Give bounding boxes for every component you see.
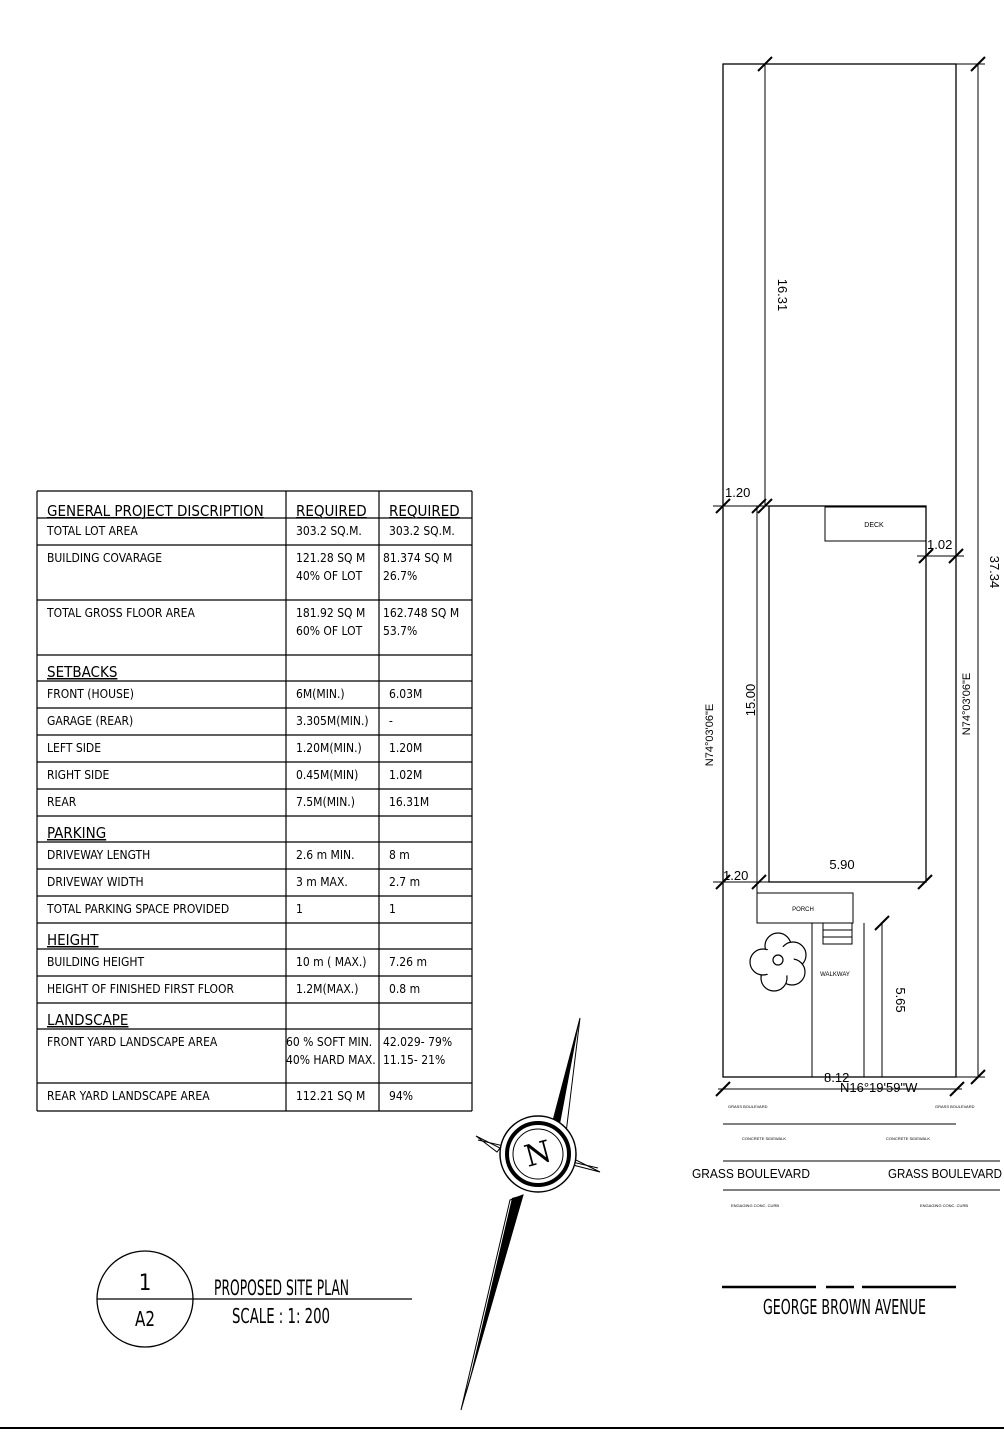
grass-boulevard-small-right: GRASS BOULEVARD xyxy=(935,1104,975,1109)
table-header-provided: REQUIRED xyxy=(389,502,460,520)
table-provided-value: 6.03M xyxy=(389,687,423,701)
drawing-scale: SCALE : 1: 200 xyxy=(232,1304,330,1328)
table-required-value: 1.2M(MAX.) xyxy=(296,982,359,996)
table-required-value: 40% HARD MAX. xyxy=(286,1053,376,1067)
table-required-value: 2.6 m MIN. xyxy=(296,848,355,862)
grass-boulevard-left: GRASS BOULEVARD xyxy=(692,1166,810,1181)
table-provided-value: 303.2 SQ.M. xyxy=(389,524,455,538)
shrub xyxy=(750,933,806,991)
table-provided-value: 2.7 m xyxy=(389,875,421,889)
left-side-front-dimension: 1.20 xyxy=(723,868,749,883)
rear-setback-dimension: 16.31 xyxy=(775,278,790,312)
left-lot-line-bearing: N74°03'06"E xyxy=(704,703,716,767)
sheet-reference: A2 xyxy=(135,1307,155,1331)
porch-label: PORCH xyxy=(792,907,814,913)
drawing-title-block xyxy=(97,1251,412,1347)
table-row-label: BUILDING COVARAGE xyxy=(47,551,163,565)
table-provided-value: 16.31M xyxy=(389,795,430,809)
table-row-label: DRIVEWAY LENGTH xyxy=(47,848,151,862)
table-section-heading: PARKING xyxy=(47,824,107,842)
project-data-table xyxy=(37,491,472,1111)
table-provided-value: 53.7% xyxy=(383,624,418,638)
table-required-value: 121.28 SQ M xyxy=(296,551,366,565)
table-row-label: DRIVEWAY WIDTH xyxy=(47,875,144,889)
table-provided-value: 94% xyxy=(389,1089,413,1103)
table-section-heading: SETBACKS xyxy=(47,663,118,681)
table-required-value: 181.92 SQ M xyxy=(296,606,366,620)
concrete-sidewalk-right: CONCRETE SIDEWALK xyxy=(886,1136,931,1141)
table-row-label: TOTAL PARKING SPACE PROVIDED xyxy=(47,902,230,916)
table-section-heading: LANDSCAPE xyxy=(47,1011,129,1029)
table-section-heading: HEIGHT xyxy=(47,931,99,949)
table-header-required: REQUIRED xyxy=(296,502,367,520)
house-footprint xyxy=(769,506,926,882)
drawing-title: PROPOSED SITE PLAN xyxy=(214,1276,349,1300)
table-row-label: FRONT YARD LANDSCAPE AREA xyxy=(47,1035,218,1049)
table-required-value: 1 xyxy=(296,902,303,916)
table-row-label: HEIGHT OF FINISHED FIRST FLOOR xyxy=(47,982,235,996)
table-provided-value: 0.8 m xyxy=(389,982,421,996)
table-required-value: 7.5M(MIN.) xyxy=(296,795,355,809)
curb-label-left: ENGAGING CONC. CURB xyxy=(731,1203,780,1208)
building-depth-dimension: 15.00 xyxy=(743,683,758,717)
table-required-value: 60 % SOFT MIN. xyxy=(286,1035,373,1049)
table-row-label: FRONT (HOUSE) xyxy=(47,687,134,701)
table-header-description: GENERAL PROJECT DISCRIPTION xyxy=(47,502,264,520)
concrete-sidewalk-left: CONCRETE SIDEWALK xyxy=(742,1136,787,1141)
lot-depth-dimension: 37.34 xyxy=(987,555,1002,589)
table-provided-value: 11.15- 21% xyxy=(383,1053,446,1067)
table-provided-value: 81.374 SQ M xyxy=(383,551,453,565)
north-letter: N xyxy=(520,1134,556,1175)
table-row-label: RIGHT SIDE xyxy=(47,768,110,782)
street-name: GEORGE BROWN AVENUE xyxy=(763,1295,926,1319)
table-row-label: REAR YARD LANDSCAPE AREA xyxy=(47,1089,210,1103)
table-provided-value: 162.748 SQ M xyxy=(383,606,460,620)
table-row-label: GARAGE (REAR) xyxy=(47,714,134,728)
table-provided-value: 26.7% xyxy=(383,569,418,583)
table-required-value: 60% OF LOT xyxy=(296,624,363,638)
table-required-value: 1.20M(MIN.) xyxy=(296,741,362,755)
table-required-value: 3 m MAX. xyxy=(296,875,348,889)
walkway-length-dimension: 5.65 xyxy=(893,987,908,1013)
table-row-label: LEFT SIDE xyxy=(47,741,102,755)
lot-boundary xyxy=(723,64,956,1077)
front-steps xyxy=(823,923,852,944)
walkway-label: WALKWAY xyxy=(820,972,850,978)
table-provided-value: 7.26 m xyxy=(389,955,427,969)
table-row-label: REAR xyxy=(47,795,77,809)
site-plan-drawing xyxy=(692,57,1002,1319)
table-required-value: 112.21 SQ M xyxy=(296,1089,366,1103)
table-required-value: 0.45M(MIN) xyxy=(296,768,359,782)
walkway xyxy=(812,923,864,1077)
table-required-value: 3.305M(MIN.) xyxy=(296,714,369,728)
table-provided-value: - xyxy=(389,714,393,728)
right-side-dimension: 1.02 xyxy=(927,537,953,552)
table-row-label: TOTAL LOT AREA xyxy=(47,524,138,538)
right-lot-line-bearing: N74°03'06"E xyxy=(961,672,973,736)
building-width-dimension: 5.90 xyxy=(829,857,855,872)
left-side-rear-dimension: 1.20 xyxy=(725,485,751,500)
table-row-label: TOTAL GROSS FLOOR AREA xyxy=(47,606,195,620)
grass-boulevard-small-left: GRASS BOULEVARD xyxy=(728,1104,768,1109)
deck-label: DECK xyxy=(864,522,884,529)
grass-boulevard-right: GRASS BOULEVARD xyxy=(888,1166,1002,1181)
front-lot-line-bearing: N16°19'59"W xyxy=(840,1080,918,1095)
table-row-label: BUILDING HEIGHT xyxy=(47,955,145,969)
table-required-value: 303.2 SQ.M. xyxy=(296,524,362,538)
table-provided-value: 1 xyxy=(389,902,396,916)
table-required-value: 40% OF LOT xyxy=(296,569,363,583)
table-provided-value: 8 m xyxy=(389,848,410,862)
table-provided-value: 1.20M xyxy=(389,741,423,755)
table-required-value: 6M(MIN.) xyxy=(296,687,345,701)
sheet-number: 1 xyxy=(138,1271,152,1296)
north-arrow xyxy=(461,1018,600,1410)
lot-frontage-dimension: 8.12 xyxy=(824,1070,850,1085)
table-provided-value: 42.029- 79% xyxy=(383,1035,453,1049)
curb-label-right: ENGAGING CONC. CURB xyxy=(920,1203,969,1208)
table-required-value: 10 m ( MAX.) xyxy=(296,955,367,969)
table-provided-value: 1.02M xyxy=(389,768,423,782)
